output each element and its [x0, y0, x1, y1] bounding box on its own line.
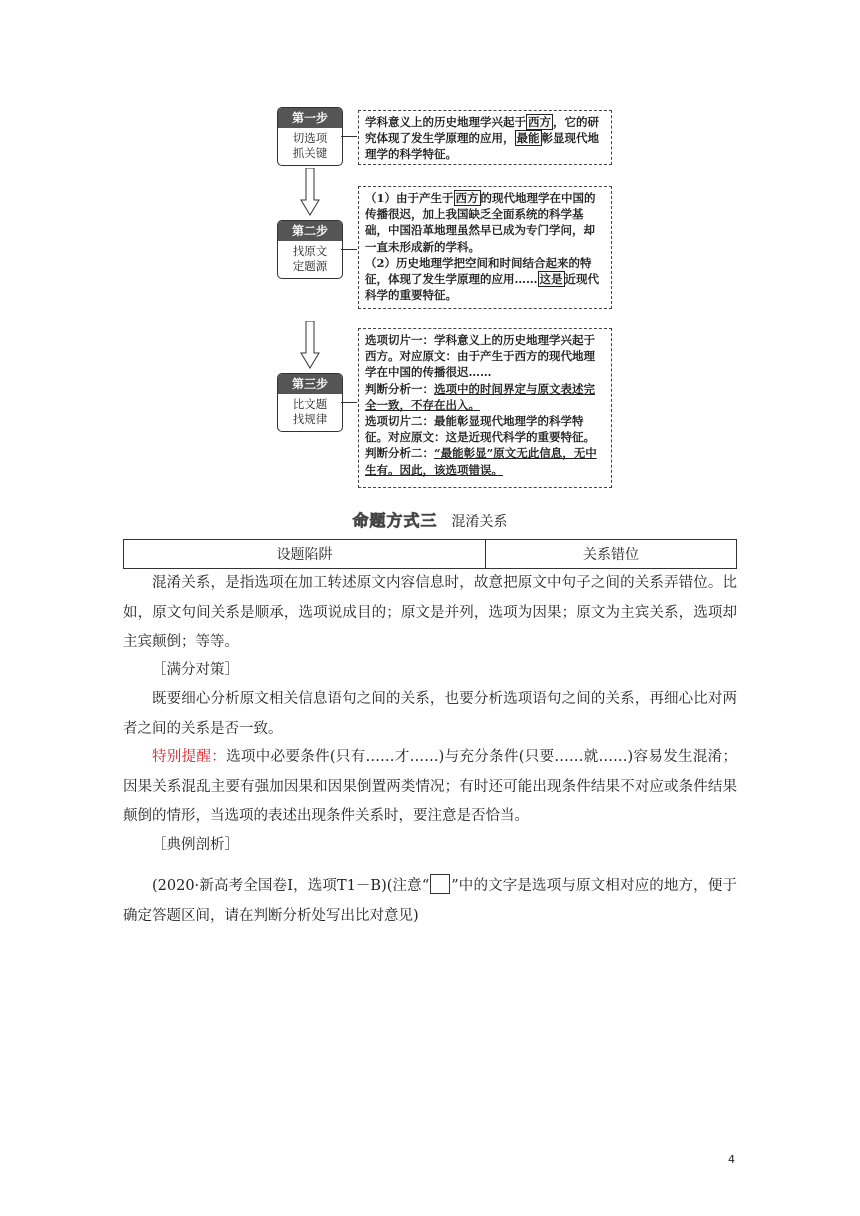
connector-2	[341, 249, 357, 250]
step-2-title: 第二步	[278, 221, 342, 241]
down-arrow-icon	[300, 321, 320, 369]
step-1-line-1: 切选项	[292, 131, 328, 145]
keyword-box: 这是	[539, 272, 563, 287]
trap-table	[123, 539, 737, 569]
section-label-example: ［典例剖析］	[152, 837, 239, 853]
section-heading	[0, 508, 860, 531]
step-3-content-box: 选项切片一：学科意义上的历史地理学兴起于西方。对应原文：由于产生于西方的现代地理学在中国的传播很迟…… 判断分析一：选项中的时间界定与原文表述完全一致，不存在出入。 选项切片二：最能彰显现代地理学的科学特征。对应原文：这是近现代科学的重要特征。 判断分析二：“最能彰显”原文无此信息，无中生有。因此，该选项错误。	[358, 328, 612, 488]
step-3-box	[277, 373, 343, 432]
tip-label: 特别提醒：	[152, 749, 227, 765]
step-3-title: 第三步	[278, 374, 342, 394]
paragraph-tip	[123, 743, 737, 832]
heading-main: 命题方式三	[352, 511, 438, 530]
table-cell-value: 关系错位	[486, 540, 737, 569]
keyword-box: 西方	[455, 191, 479, 205]
page-number: 4	[728, 1153, 735, 1166]
step-1-box	[277, 107, 343, 166]
paragraph-example: (2020·新高考全国卷Ⅰ，选项T1－B)(注意“ ”中的文字是选项与原文相对应的地方，便于确定答题区间，请在判断分析处写出比对意见)	[123, 872, 737, 931]
paragraph-definition: 混淆关系，是指选项在加工转述原文内容信息时，故意把原文中句子之间的关系弄错位。比如，原文句间关系是顺承，选项说成目的；原文是并列，选项为因果；原文为主宾关系，选项却主宾颠倒；等等。	[123, 575, 737, 650]
step-2-content-box: （1）由于产生于 西方 的现代地理学在中国的传播很迟，加上我国缺乏全面系统的科学基础，中国沿革地理虽然早已成为专门学问，却一直未形成新的学科。 （2）历史地理学把空间和时间结合起来的特征，体现了发生学原理的应用…… 这是 近现代科学的重要特征。	[358, 186, 612, 309]
step-1-line-2: 抓关键	[292, 146, 328, 160]
keyword-box: 最能	[516, 131, 540, 146]
tip-text: 选项中必要条件(只有……才……)与充分条件(只要……就……)容易发生混淆；因果关系混乱主要有强加因果和因果倒置两类情况；有时还可能出现条件结果不对应或条件结果颠倒的情形，当选项的表述出现条件关系时，要注意是否恰当。	[123, 749, 737, 824]
step-1-title: 第一步	[278, 108, 342, 128]
step-3-line-2: 找规律	[292, 412, 328, 426]
step-1-content-box: 学科意义上的历史地理学兴起于 西方 ，它的研究体现了发生学原理的应用， 最能 彰显现代地理学的科学特征。	[358, 110, 612, 165]
step-2-line-2: 定题源	[292, 259, 328, 273]
connector-1	[341, 136, 357, 137]
blank-box-icon	[430, 874, 450, 894]
step-3-line-1: 比文题	[292, 397, 328, 411]
keyword-box: 西方	[528, 115, 551, 129]
down-arrow-icon	[300, 168, 320, 216]
step-2-line-1: 找原文	[292, 244, 328, 258]
paragraph-strategy: 既要细心分析原文相关信息语句之间的关系，也要分析选项语句之间的关系，再细心比对两者之间的关系是否一致。	[123, 691, 737, 737]
table-cell-label: 设题陷阱	[124, 540, 486, 569]
heading-sub: 混淆关系	[451, 514, 508, 530]
connector-3	[341, 402, 357, 403]
step-2-box	[277, 220, 343, 279]
section-label-strategy: ［满分对策］	[152, 662, 239, 678]
